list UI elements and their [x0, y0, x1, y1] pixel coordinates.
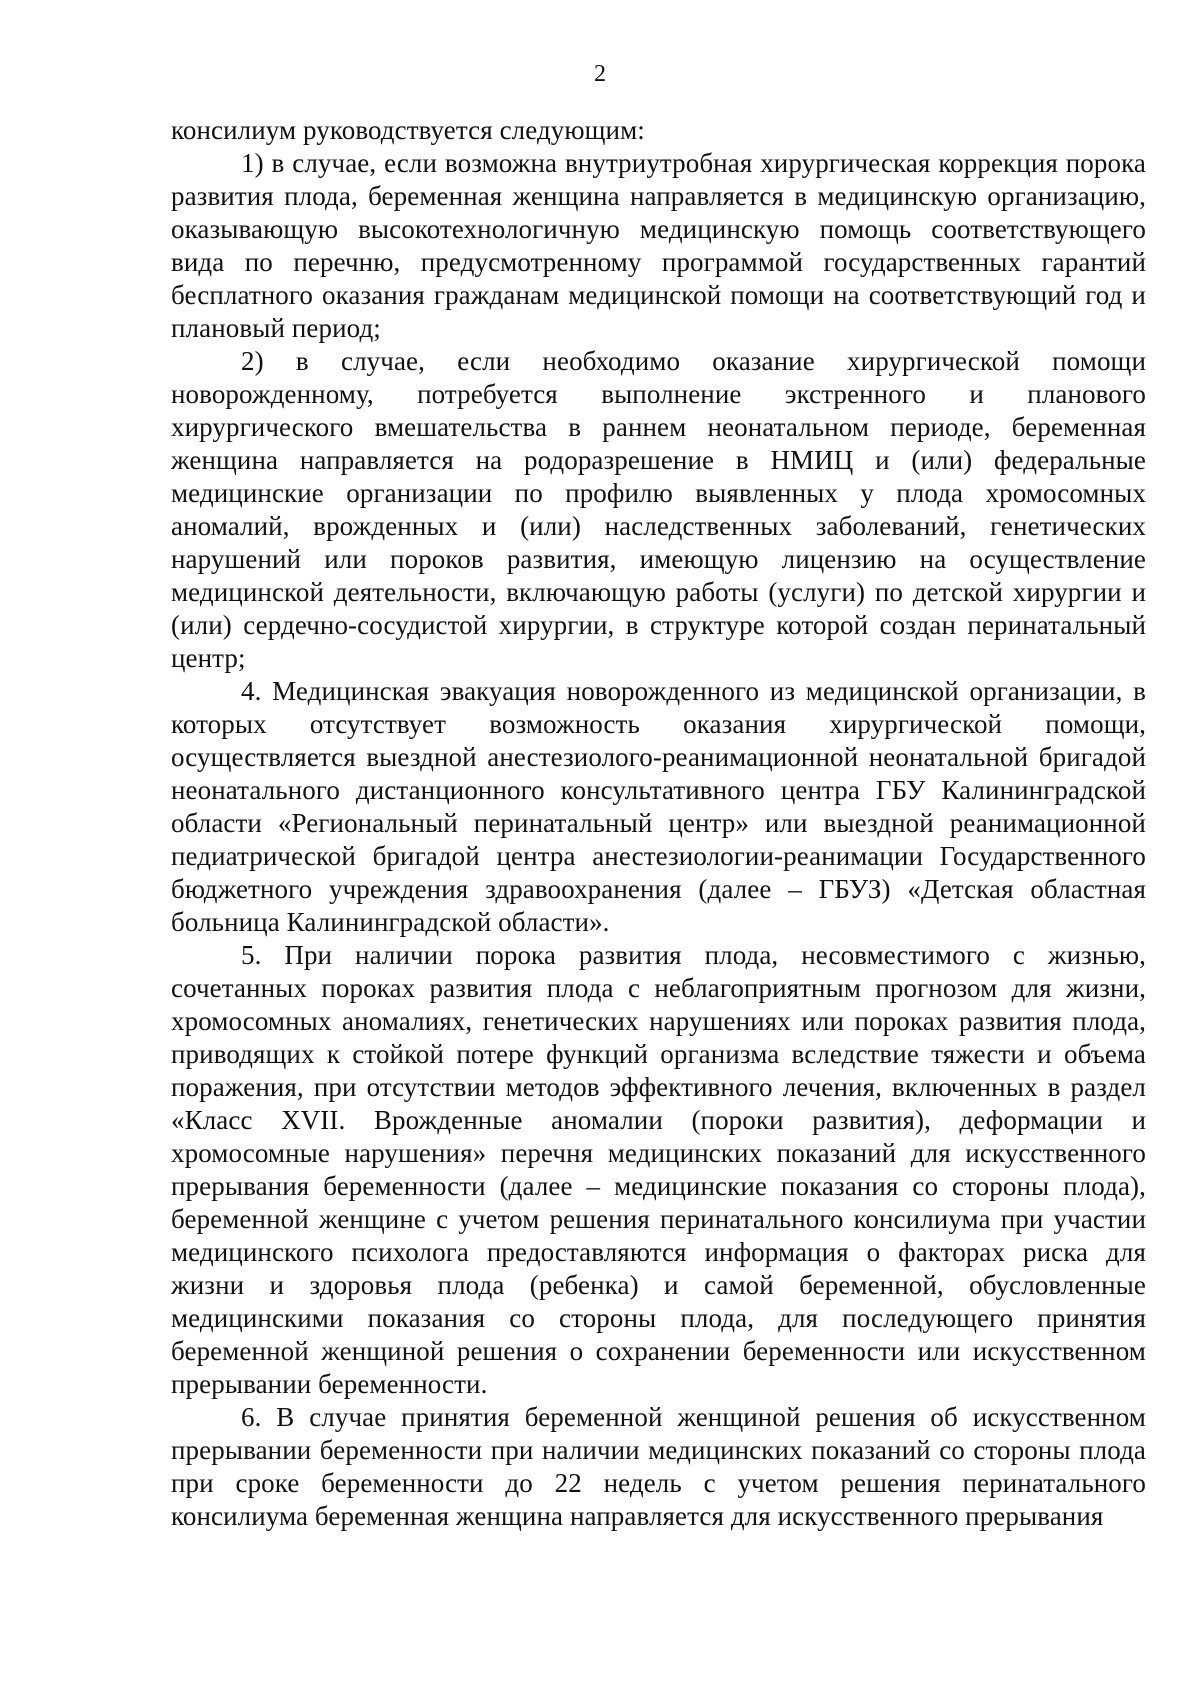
- paragraph-clause-6: 6. В случае принятия беременной женщиной решения об искусственном прерывании беременности при наличии медицинских показаний со стороны плода при сроке беременности до 22 недель с учетом решения перинатального консилиума беременная женщина направляется для искусственного прерывания: [171, 1402, 1146, 1531]
- page-number: 2: [594, 61, 606, 87]
- paragraph-clause-4: 4. Медицинская эвакуация новорожденного из медицинской организации, в которых отсутствует возможность оказания хирургической помощи, осуществляется выездной анестезиолого-реанимационной неонатальной бригадой неонатального дистанционного консультативного центра ГБУ Калининградской области «Региональный перинатальный центр» или выездной реанимационной педиатрической бригадой центра анестезиологии-реанимации Государственного бюджетного учреждения здравоохранения (далее – ГБУЗ) «Детская областная больница Калининградской области».: [171, 676, 1146, 937]
- paragraph-continuation: консилиум руководствуется следующим:: [171, 115, 645, 145]
- paragraph-item-1: 1) в случае, если возможна внутриутробная хирургическая коррекция порока развития плода, беременная женщина направляется в медицинскую организацию, оказывающую высокотехнологичную медицинскую помощь соответствующего вида по перечню, предусмотренному программой государственных гарантий бесплатного оказания гражданам медицинской помощи на соответствующий год и плановый период;: [171, 148, 1146, 343]
- paragraph-clause-5: 5. При наличии порока развития плода, несовместимого с жизнью, сочетанных пороках развития плода с неблагоприятным прогнозом для жизни, хромосомных аномалиях, генетических нарушениях или пороках развития плода, приводящих к стойкой потере функций организма вследствие тяжести и объема поражения, при отсутствии методов эффективного лечения, включенных в раздел «Класс XVII. Врожденные аномалии (пороки развития), деформации и хромосомные нарушения» перечня медицинских показаний для искусственного прерывания беременности (далее – медицинские показания со стороны плода), беременной женщине с учетом решения перинатального консилиума при участии медицинского психолога предоставляются информация о факторах риска для жизни и здоровья плода (ребенка) и самой беременной, обусловленные медицинскими показания со стороны плода, для последующего принятия беременной женщиной решения о сохранении беременности или искусственном прерывании беременности.: [171, 940, 1146, 1399]
- paragraph-item-2: 2) в случае, если необходимо оказание хирургической помощи новорожденному, потребуется выполнение экстренного и планового хирургического вмешательства в раннем неонатальном периоде, беременная женщина направляется на родоразрешение в НМИЦ и (или) федеральные медицинские организации по профилю выявленных у плода хромосомных аномалий, врожденных и (или) наследственных заболеваний, генетических нарушений или пороков развития, имеющую лицензию на осуществление медицинской деятельности, включающую работы (услуги) по детской хирургии и (или) сердечно-сосудистой хирургии, в структуре которой создан перинатальный центр;: [171, 346, 1146, 673]
- document-body: [171, 114, 1146, 1533]
